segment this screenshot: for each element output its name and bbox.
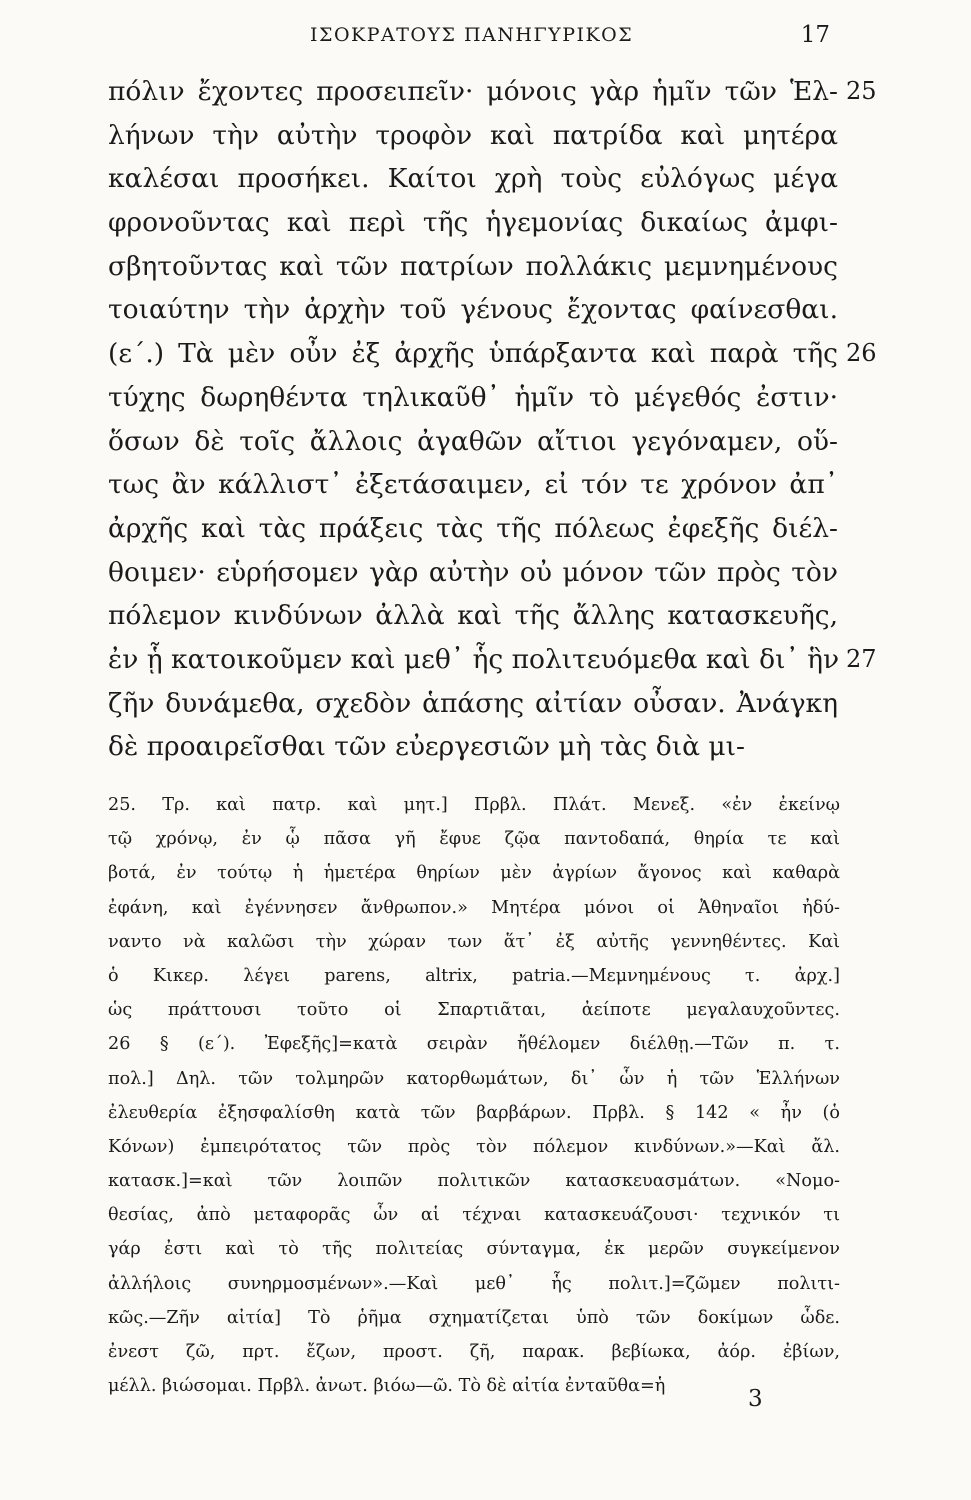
footnote-line: ναντο νὰ καλῶσι τὴν χώραν των ἅτ᾽ ἐξ αὐτῆς γεννηθέντες. Καὶ [108, 931, 840, 952]
main-text-line [108, 332, 877, 376]
main-text-line-text: θοιμεν· εὑρήσομεν γὰρ αὐτὴν οὐ μόνον τῶν πρὸς τὸν [108, 556, 838, 588]
footnote-line: ἐνεστ ζῶ, πρτ. ἔζων, προστ. ζῆ, παρακ. βεβίωκα, ἀόρ. ἐβίων, [108, 1342, 840, 1362]
main-text-line [108, 288, 838, 332]
main-text-line [108, 114, 838, 158]
footnote-line: ἀλλήλοις συνηρμοσμένων».—Καὶ μεθ᾽ ἧς πολιτ.]=ζῶμεν πολιτι- [108, 1273, 840, 1294]
main-text [108, 70, 877, 769]
footnote-line: τῷ χρόνῳ, ἐν ᾧ πᾶσα γῆ ἔφυε ζῷα παντοδαπά, θηρία τε καὶ [108, 829, 840, 850]
main-text-line [108, 507, 838, 551]
main-text-line-text: ὅσων δὲ τοῖς ἄλλοις ἀγαθῶν αἴτιοι γεγόναμεν, οὕ- [108, 425, 838, 457]
margin-section-number: 25 [846, 77, 877, 105]
main-text-line [108, 70, 877, 114]
main-text-line-text: τως ἂν κάλλιστ᾽ ἐξετάσαιμεν, εἰ τόν τε χρόνον ἀπ᾽ [108, 469, 838, 501]
footnote-line: θεσίας, ἀπὸ μεταφορᾶς ὧν αἱ τέχναι κατασκευάζουσι· τεχνικόν τι [108, 1205, 840, 1226]
main-text-line [108, 157, 838, 201]
main-text-line-text: ἀρχῆς καὶ τὰς πράξεις τὰς τῆς πόλεως ἐφεξῆς διέλ- [108, 512, 838, 544]
footnote-line: βοτά, ἐν τούτῳ ἡ ἡμετέρα θηρίων μὲν ἀγρίων ἄγονος καὶ καθαρὰ [108, 863, 840, 884]
footnote-line: ἐλευθερία ἐξησφαλίσθη κατὰ τῶν βαρβάρων. Πρβλ. § 142 « ἦν (ὁ [108, 1102, 840, 1123]
main-text-line-text: φρονοῦντας καὶ περὶ τῆς ἡγεμονίας δικαίως ἀμφι- [108, 207, 838, 239]
footnote-line: ὡς πράττουσι τοῦτο οἱ Σπαρτιᾶται, ἀείποτε μεγαλαυχοῦντες. [108, 1000, 840, 1021]
main-text-line [108, 682, 838, 726]
footnote-line: κῶς.—Ζῆν αἰτία] Τὸ ῥῆμα σχηματίζεται ὑπὸ τῶν δοκίμων ὧδε. [108, 1307, 840, 1328]
running-title: ΙΣΟΚΡΑΤΟΥΣ ΠΑΝΗΓΥΡΙΚΟΣ [310, 24, 634, 46]
main-text-line [108, 594, 838, 638]
page-number: 17 [800, 22, 830, 48]
main-text-line [108, 201, 838, 245]
footnote-line: ὁ Κικερ. λέγει parens, altrix, patria.—Μεμνημένους τ. ἀρχ.] [108, 965, 840, 986]
footnote-line: 26 § (ε΄). Ἐφεξῆς]=κατὰ σειρὰν ἤθέλομεν διέλθῃ.—Τῶν π. τ. [108, 1034, 840, 1055]
footnote-line: γάρ ἐστι καὶ τὸ τῆς πολιτείας σύνταγμα, ἐκ μερῶν συγκείμενον [108, 1239, 840, 1260]
footnote-line: πολ.] Δηλ. τῶν τολμηρῶν κατορθωμάτων, δι᾽ ὧν ἡ τῶν Ἑλλήνων [108, 1068, 840, 1089]
main-text-line-text: (ε΄.) Τὰ μὲν οὖν ἐξ ἀρχῆς ὑπάρξαντα καὶ παρὰ τῆς [108, 338, 838, 370]
main-text-line-text: ζῆν δυνάμεθα, σχεδὸν ἁπάσης αἰτίαν οὖσαν. Ἀνάγκη [108, 687, 838, 719]
main-text-line-text: καλέσαι προσήκει. Καίτοι χρὴ τοὺς εὐλόγως μέγα [108, 163, 838, 195]
page-header [110, 22, 830, 52]
footnote-line: 25. Τρ. καὶ πατρ. καὶ μητ.] Πρβλ. Πλάτ. Μενεξ. «ἐν ἐκείνῳ [108, 795, 840, 815]
main-text-line-text: λήνων τὴν αὐτὴν τροφὸν καὶ πατρίδα καὶ μητέρα [108, 119, 838, 151]
footnote-line: Κόνων) ἐμπειρότατος τῶν πρὸς τὸν πόλεμον κινδύνων.»—Καὶ ἄλ. [108, 1136, 840, 1157]
main-text-line-text: σβητοῦντας καὶ τῶν πατρίων πολλάκις μεμνημένους [108, 250, 838, 282]
main-text-line-text: ἐν ᾗ κατοικοῦμεν καὶ μεθ᾽ ἧς πολιτευόμεθα καὶ δι᾽ ἣν [108, 643, 840, 675]
main-text-line-text: πόλιν ἔχοντες προσειπεῖν· μόνοις γὰρ ἡμῖν τῶν Ἑλ- [108, 76, 838, 107]
main-text-line [108, 638, 877, 682]
footnote-line: κατασκ.]=καὶ τῶν λοιπῶν πολιτικῶν κατασκευασμάτων. «Νομο- [108, 1171, 840, 1192]
main-text-line-text: τοιαύτην τὴν ἀρχὴν τοῦ γένους ἔχοντας φαίνεσθαι. [108, 294, 838, 326]
main-text-line [108, 420, 838, 464]
footnote-line: μέλλ. βιώσομαι. Πρβλ. ἀνωτ. βιόω—ῶ. Τὸ δὲ αἰτία ἐνταῦθα=ἡ [108, 1376, 666, 1397]
signature-mark: 3 [748, 1386, 763, 1412]
main-text-line [108, 245, 838, 289]
main-text-line [108, 463, 838, 507]
footnote-line: ἐφάνη, καὶ ἐγέννησεν ἄνθρωπον.» Μητέρα μόνοι οἱ Ἀθηναῖοι ἠδύ- [108, 897, 840, 918]
main-text-line-text: πόλεμον κινδύνων ἀλλὰ καὶ τῆς ἄλλης κατασκευῆς, [108, 600, 838, 632]
main-text-line-text: τύχης δωρηθέντα τηλικαῦθ᾽ ἡμῖν τὸ μέγεθός ἐστιν· [108, 381, 838, 413]
main-text-line [108, 551, 838, 595]
margin-section-number: 27 [846, 644, 877, 673]
main-text-line [108, 725, 838, 769]
main-text-line-text: δὲ προαιρεῖσθαι τῶν εὐεργεσιῶν μὴ τὰς διὰ μι- [108, 731, 745, 763]
margin-section-number: 26 [846, 339, 877, 368]
footnotes [108, 788, 840, 1403]
main-text-line [108, 376, 838, 420]
